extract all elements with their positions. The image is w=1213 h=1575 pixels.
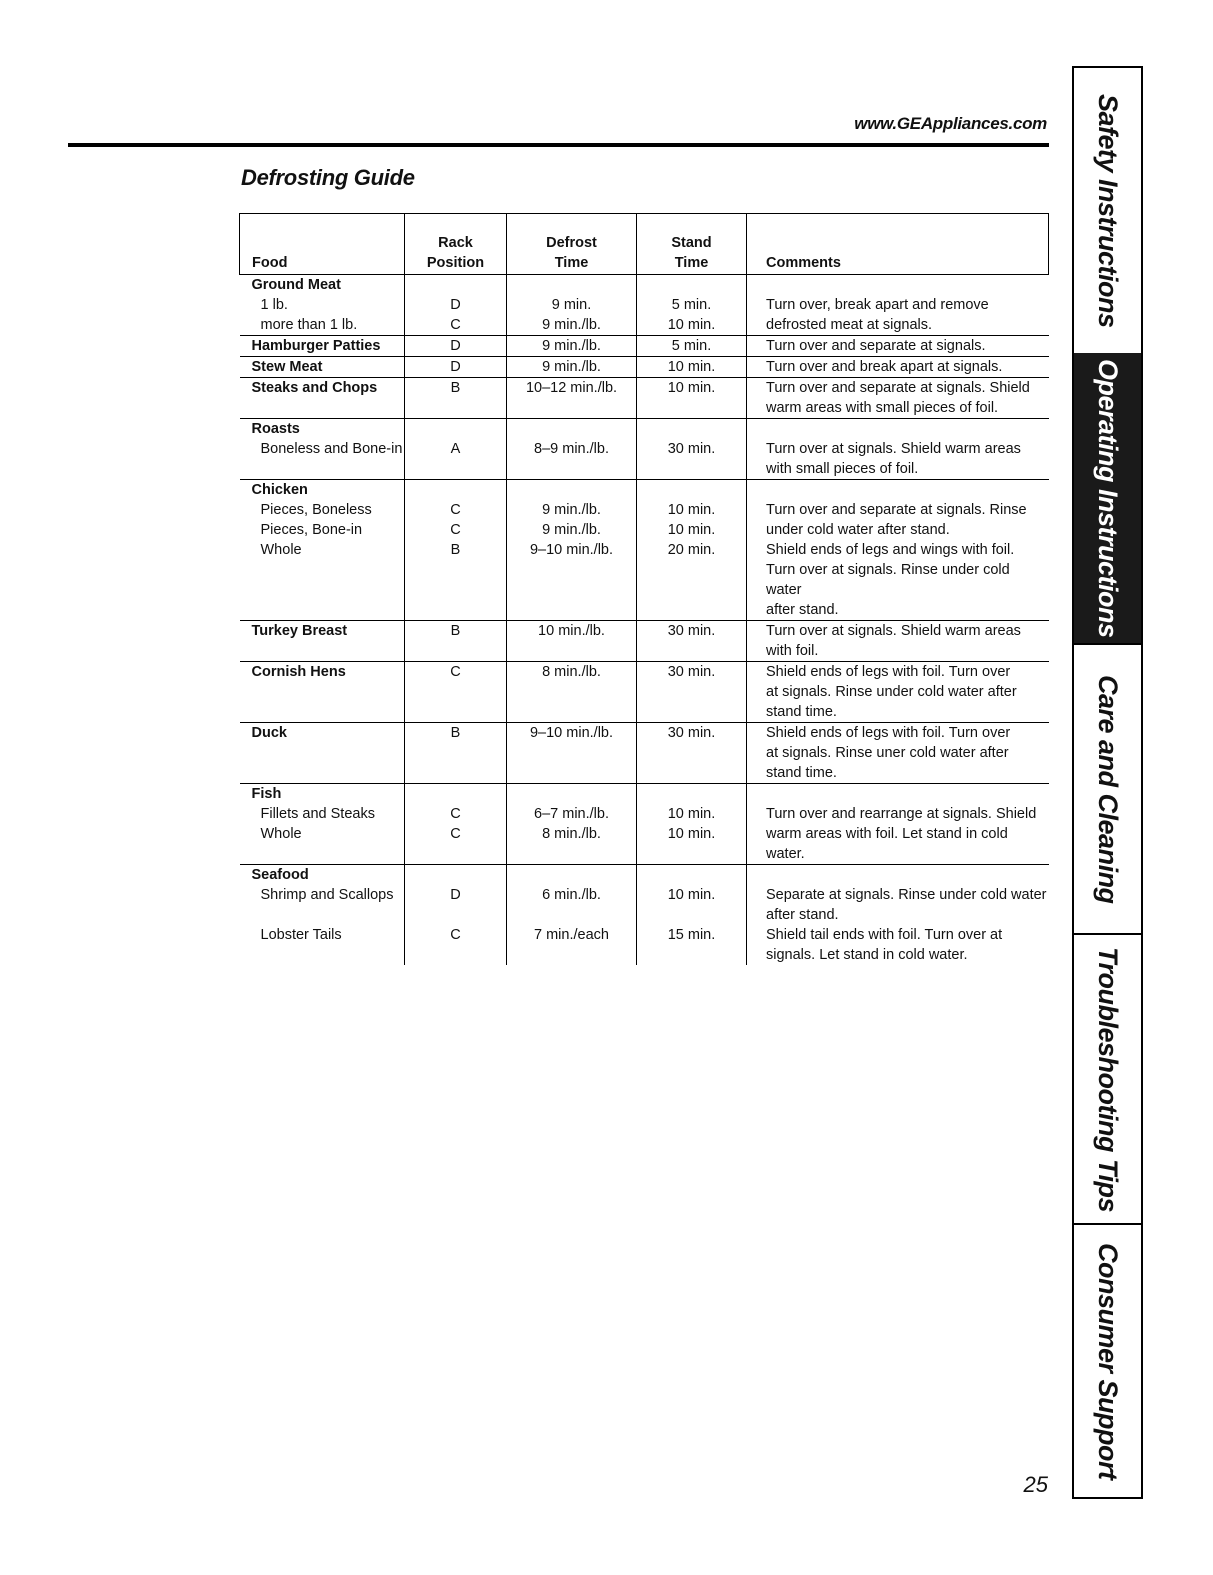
table-header-row — [240, 214, 1049, 275]
table-row: Duck B 9–10 min./lb. 30 min. Shield ends of legs with foil. Turn over at signals. Rinse uner cold water after stand time. — [240, 723, 1049, 784]
header-comments: Comments — [747, 214, 1049, 275]
table-row: more than 1 lb. C 9 min./lb. 10 min. defrosted meat at signals. — [240, 315, 1049, 336]
website-url: www.GEAppliances.com — [854, 114, 1047, 133]
table-row: Boneless and Bone-in A 8–9 min./lb. 30 min. Turn over at signals. Shield warm areas with small pieces of foil. — [240, 439, 1049, 480]
header-defrost-time: Defrost Time — [507, 214, 637, 275]
table-row: Steaks and Chops B 10–12 min./lb. 10 min. Turn over and separate at signals. Shield warm areas with small pieces of foil. — [240, 378, 1049, 419]
table-row — [240, 275, 1049, 296]
header-stand-time: Stand Time — [637, 214, 747, 275]
table-row: Pieces, Bone-in C 9 min./lb. 10 min. under cold water after stand. — [240, 520, 1049, 540]
section-tabs — [1072, 66, 1143, 1499]
header-rule — [68, 143, 1049, 147]
table-row: Cornish Hens C 8 min./lb. 30 min. Shield ends of legs with foil. Turn over at signals. Rinse under cold water after stand time. — [240, 662, 1049, 723]
table-row: Chicken — [240, 480, 1049, 501]
table-row: Shrimp and Scallops D 6 min./lb. 10 min. Separate at signals. Rinse under cold water after stand. — [260, 887, 1047, 923]
table-row: Pieces, Boneless C 9 min./lb. 10 min. Turn over and separate at signals. Rinse — [240, 500, 1049, 520]
table-row: Roasts — [240, 419, 1049, 440]
table-row: Whole C 8 min./lb. 10 min. warm areas with foil. Let stand in cold water. — [240, 824, 1049, 865]
tab-consumer-support[interactable]: Consumer Support — [1074, 1223, 1141, 1497]
tab-safety-instructions[interactable]: Safety Instructions — [1093, 93, 1123, 328]
header-rack-position: Rack Position — [405, 214, 507, 275]
table-row: Turkey Breast B 10 min./lb. 30 min. Turn over at signals. Shield warm areas with foil. — [240, 621, 1049, 662]
table-row: Seafood — [240, 865, 1049, 886]
table-row: Hamburger Patties D 9 min./lb. 5 min. Turn over and separate at signals. — [240, 336, 1049, 357]
tab-operating-instructions[interactable]: Operating Instructions — [1074, 353, 1141, 643]
tab-troubleshooting-tips[interactable]: Troubleshooting Tips — [1074, 933, 1141, 1223]
table-row: Fish — [240, 784, 1049, 805]
table-row: Stew Meat D 9 min./lb. 10 min. Turn over and break apart at signals. — [240, 357, 1049, 378]
page-title: Defrosting Guide — [241, 165, 415, 190]
table-row: 1 lb. D 9 min. 5 min. Turn over, break apart and remove — [240, 295, 1049, 315]
table-row: Lobster Tails C 7 min./each 15 min. Shield tail ends with foil. Turn over at signals. Let stand in cold water. — [240, 925, 1049, 965]
table-row: Fillets and Steaks C 6–7 min./lb. 10 min. Turn over and rearrange at signals. Shield — [240, 804, 1049, 824]
page-number: 25 — [1023, 1472, 1048, 1497]
table-row: Whole B 9–10 min./lb. 20 min. Shield ends of legs and wings with foil. Turn over at signals. Rinse under cold water after stand. — [240, 540, 1049, 621]
defrosting-table — [239, 213, 1049, 965]
food-group-label: Ground Meat — [251, 277, 341, 293]
header-food: Food — [240, 214, 405, 275]
tab-care-and-cleaning[interactable]: Care and Cleaning — [1074, 643, 1141, 933]
